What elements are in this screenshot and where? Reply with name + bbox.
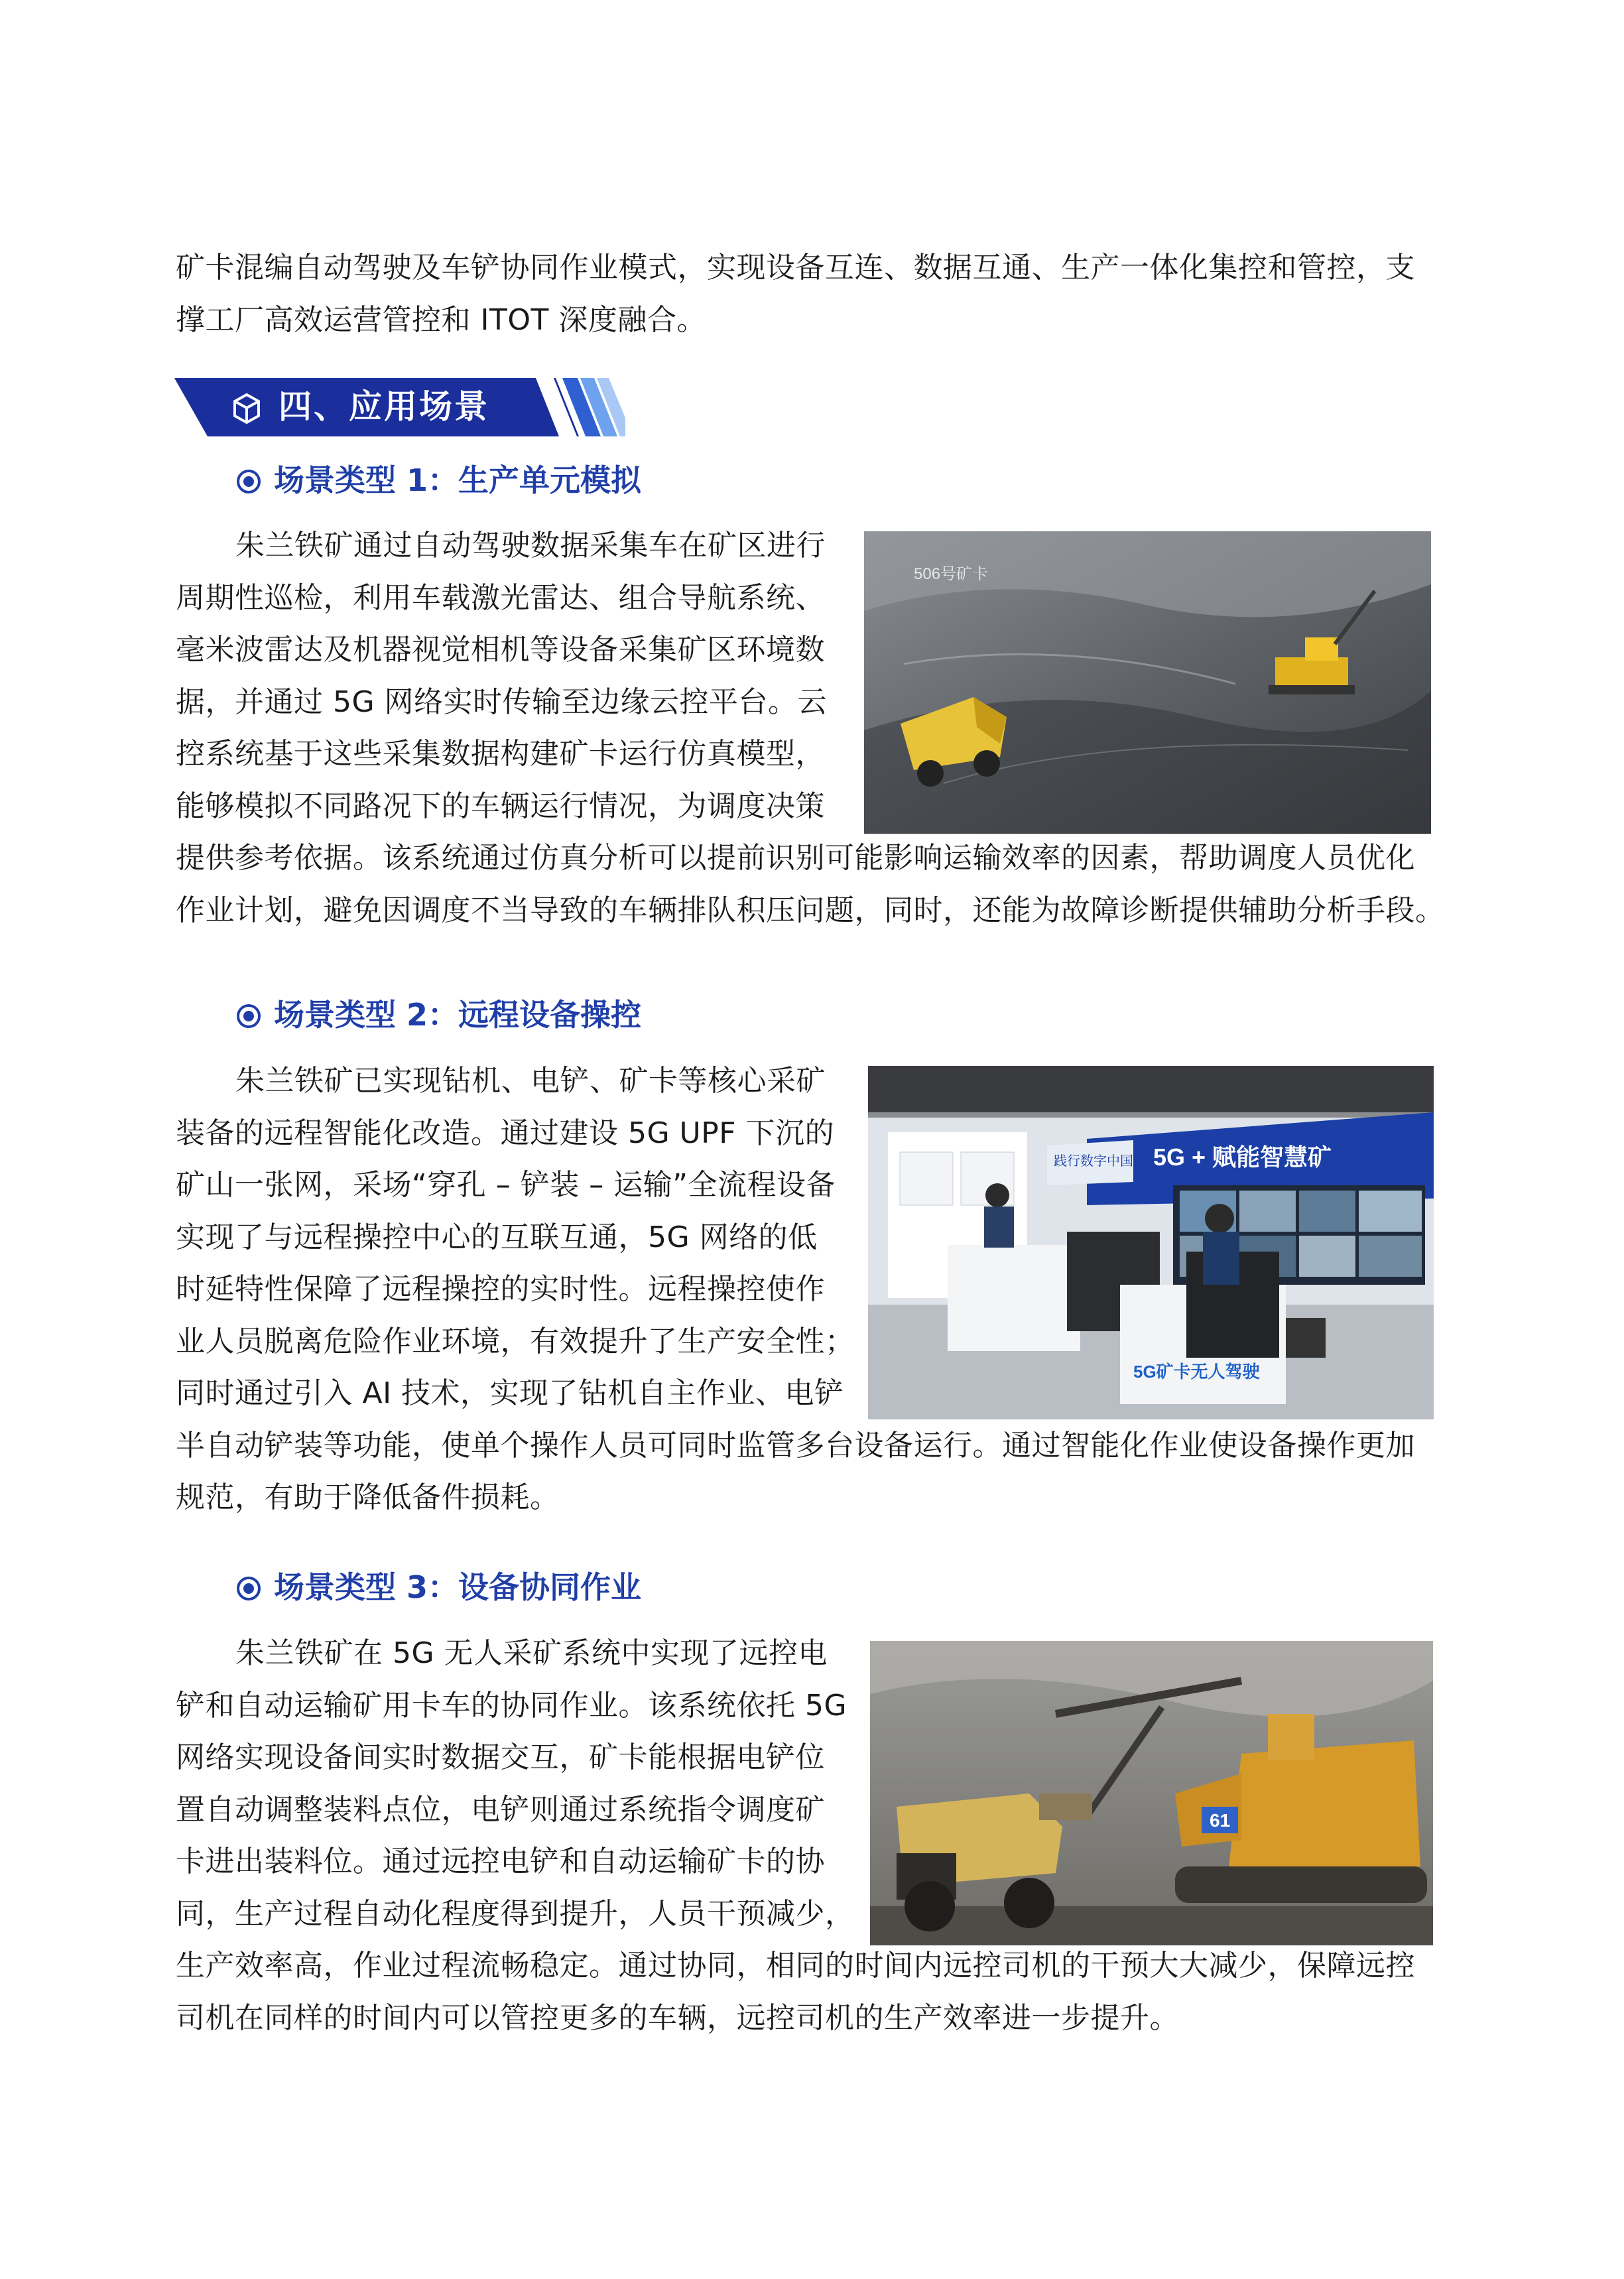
text-line: 作业计划，避免因调度不当导致的车辆排队积压问题，同时，还能为故障诊断提供辅助分析手段。 [176, 893, 1445, 927]
image-slogan: 践行数字中国战略 [1054, 1154, 1160, 1169]
text-line: 毫米波雷达及机器视觉相机等设备采集矿区环境数 [176, 633, 825, 667]
text-line: 同时通过引入 AI 技术，实现了钻机自主作业、电铲 [176, 1376, 844, 1410]
text-line: 卡进出装料位。通过远控电铲和自动运输矿卡的协 [176, 1845, 825, 1878]
image-number: 61 [1210, 1810, 1231, 1831]
scene-heading-text: 场景类型 1：生产单元模拟 [274, 462, 642, 498]
text-line: 朱兰铁矿在 5G 无人采矿系统中实现了远控电 [235, 1636, 828, 1670]
image-caption: 506号矿卡 [914, 565, 989, 583]
text-line: 规范，有助于降低备件损耗。 [176, 1480, 560, 1514]
target-icon [235, 1575, 262, 1602]
scene-heading-3 [235, 1567, 641, 1607]
text-line: 同，生产过程自动化程度得到提升，人员干预减少， [176, 1896, 855, 1931]
text-line: 半自动铲装等功能，使单个操作人员可同时监管多台设备运行。通过智能化作业使设备操作更加 [176, 1428, 1415, 1463]
text-line: 矿山一张网，采场“穿孔 – 铲装 – 运输”全流程设备 [176, 1168, 836, 1202]
text-line: 网络实现设备间实时数据交互，矿卡能根据电铲位 [176, 1740, 825, 1774]
image-banner: 5G + 赋能智慧矿 [1153, 1143, 1332, 1171]
mine-simulation-image [864, 531, 1431, 834]
shovel-truck-image [870, 1641, 1433, 1945]
text-line: 置自动调整装料点位，电铲则通过系统指令调度矿 [176, 1792, 825, 1827]
cube-icon [232, 393, 261, 424]
text-line: 朱兰铁矿通过自动驾驶数据采集车在矿区进行 [235, 529, 826, 562]
text-line: 据，并通过 5G 网络实时传输至边缘云控平台。云 [176, 684, 828, 719]
scene-heading-text: 场景类型 2：远程设备操控 [274, 997, 642, 1033]
text-line: 提供参考依据。该系统通过仿真分析可以提前识别可能影响运输效率的因素，帮助调度人员优化 [176, 841, 1415, 875]
section-title: 四、应用场景 [279, 387, 489, 426]
text-line: 实现了与远程操控中心的互联互通，5G 网络的低 [176, 1220, 818, 1254]
text-line: 控系统基于这些采集数据构建矿卡运行仿真模型， [176, 737, 825, 771]
remote-control-center-image [868, 1066, 1434, 1419]
text-line: 周期性巡检，利用车载激光雷达、组合导航系统、 [176, 580, 825, 615]
scene-heading-2 [235, 995, 641, 1035]
text-line: 时延特性保障了远程操控的实时性。远程操控使作 [176, 1272, 825, 1306]
text-line: 装备的远程智能化改造。通过建设 5G UPF 下沉的 [176, 1116, 835, 1150]
text-line: 能够模拟不同路况下的车辆运行情况，为调度决策 [176, 789, 825, 823]
text-line: 朱兰铁矿已实现钻机、电铲、矿卡等核心采矿 [235, 1064, 826, 1098]
text-line: 生产效率高，作业过程流畅稳定。通过协同，相同的时间内远控司机的干预大大减少，保障远控 [176, 1949, 1415, 1983]
text-line: 矿卡混编自动驾驶及车铲协同作业模式，实现设备互连、数据互通、生产一体化集控和管控，支 [176, 251, 1415, 285]
text-line: 铲和自动运输矿用卡车的协同作业。该系统依托 5G [176, 1688, 847, 1723]
text-line: 司机在同样的时间内可以管控更多的车辆，远控司机的生产效率进一步提升。 [176, 2000, 1179, 2035]
target-icon [235, 468, 262, 495]
target-icon [235, 1003, 262, 1029]
text-line: 业人员脱离危险作业环境，有效提升了生产安全性； [176, 1324, 855, 1358]
text-line: 撑工厂高效运营管控和 ITOT 深度融合。 [176, 302, 706, 337]
scene-heading-text: 场景类型 3：设备协同作业 [274, 1569, 642, 1605]
image-console-text: 5G矿卡无人驾驶 [1133, 1362, 1260, 1382]
intro-paragraph [176, 242, 1452, 346]
scene-heading-1 [235, 460, 641, 500]
